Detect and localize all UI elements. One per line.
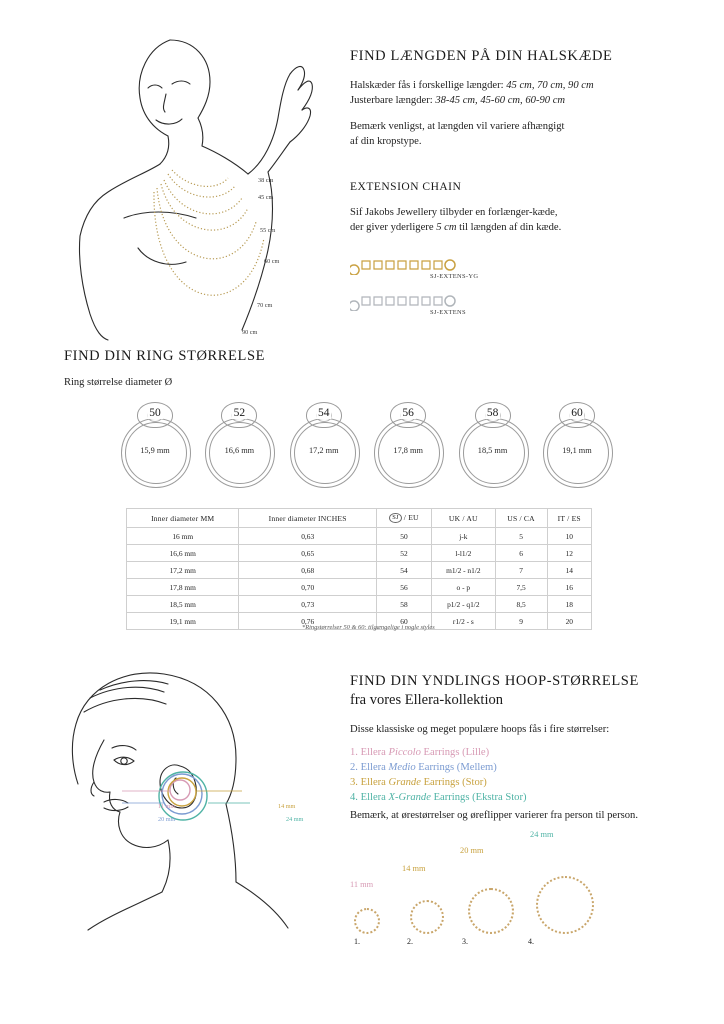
cell-mm: 16 mm bbox=[127, 528, 239, 545]
cell-uk-au: p1/2 - q1/2 bbox=[432, 596, 496, 613]
cell-sj-eu: 54 bbox=[376, 562, 431, 579]
hoop-sample-label-11mm: 11 mm bbox=[350, 880, 374, 889]
sj-logo-icon: SJ bbox=[389, 513, 401, 523]
ring-size-mm: 17,8 mm bbox=[393, 446, 423, 455]
necklace-length-tag: 60 cm bbox=[264, 258, 280, 265]
necklace-lengths-label: Halskæder fås i forskellige længder: bbox=[350, 80, 507, 91]
cell-mm: 19,1 mm bbox=[127, 613, 239, 630]
hoop-heading: FIND DIN YNDLINGS HOOP-STØRRELSE bbox=[350, 673, 639, 689]
necklace-illustration bbox=[52, 22, 332, 342]
face-measure-tag-14mm: 14 mm bbox=[278, 803, 296, 810]
gold-chain-icon bbox=[350, 255, 490, 275]
cell-inches: 0,76 bbox=[239, 613, 376, 630]
ring-size-mm: 16,6 mm bbox=[224, 446, 255, 455]
hoop-item-number: 4. bbox=[350, 792, 361, 803]
cell-it-es: 16 bbox=[547, 579, 591, 596]
col-it-es: IT / ES bbox=[547, 509, 591, 528]
necklace-length-tag: 55 cm bbox=[260, 227, 276, 234]
hoop-item-name: X-Grande bbox=[388, 792, 431, 803]
cell-mm: 18,5 mm bbox=[127, 596, 239, 613]
necklace-adjustable-values: 38-45 cm, 45-60 cm, 60-90 cm bbox=[435, 95, 566, 106]
cell-mm: 17,8 mm bbox=[127, 579, 239, 596]
col-sj-eu-label: / EU bbox=[403, 512, 419, 522]
ring-size-number: 58 bbox=[486, 407, 499, 419]
necklace-note-line1: Bemærk venligst, at længden vil variere afhængigt bbox=[350, 121, 565, 132]
hoop-item-brand: Ellera bbox=[360, 792, 389, 803]
silver-chain-icon bbox=[350, 291, 490, 311]
cell-sj-eu: 60 bbox=[376, 613, 431, 630]
cell-mm: 17,2 mm bbox=[127, 562, 239, 579]
ring-size-mm: 18,5 mm bbox=[477, 446, 508, 455]
cell-us-ca: 6 bbox=[495, 545, 547, 562]
col-inner-diameter-inches: Inner diameter INCHES bbox=[239, 509, 376, 528]
list-item bbox=[350, 775, 700, 790]
hoop-sample-label-24mm: 24 mm bbox=[530, 830, 554, 839]
ring-size-item bbox=[285, 400, 363, 498]
hoop-item-rest: Earrings (Ekstra Stor) bbox=[430, 792, 527, 803]
hoop-sample-index: 1. bbox=[354, 937, 360, 946]
necklace-length-tag: 45 cm bbox=[258, 194, 274, 201]
hoop-item-rest: Earrings (Mellem) bbox=[415, 762, 497, 773]
hoop-item-number: 2. bbox=[350, 762, 361, 773]
list-item bbox=[350, 745, 700, 760]
hoop-sample-index: 2. bbox=[407, 937, 413, 946]
ring-section-heading: FIND DIN RING STØRRELSE bbox=[64, 348, 266, 364]
extension-chain-silver-row bbox=[350, 291, 600, 319]
hoop-sample-20mm bbox=[462, 888, 514, 946]
ring-size-circles bbox=[116, 400, 616, 500]
ring-size-mm: 17,2 mm bbox=[309, 446, 339, 455]
hoop-ring-icon bbox=[468, 888, 514, 934]
hoop-text-block bbox=[350, 673, 700, 823]
hoop-item-number: 1. bbox=[350, 747, 361, 758]
cell-inches: 0,73 bbox=[239, 596, 376, 613]
necklace-length-tag: 70 cm bbox=[257, 302, 273, 309]
hoop-item-rest: Earrings (Lille) bbox=[420, 747, 490, 758]
hoop-size-images bbox=[340, 830, 640, 948]
necklace-note-paragraph bbox=[350, 119, 690, 149]
extension-line2-value: 5 cm bbox=[436, 222, 457, 233]
cell-it-es: 10 bbox=[547, 528, 591, 545]
extension-line2-a: der giver yderligere bbox=[350, 222, 437, 233]
ring-size-item bbox=[454, 400, 532, 498]
col-inner-diameter-mm: Inner diameter MM bbox=[127, 509, 239, 528]
hoop-item-brand: Ellera bbox=[360, 762, 389, 773]
cell-inches: 0,68 bbox=[239, 562, 376, 579]
ring-size-item bbox=[116, 400, 194, 498]
extension-chain-block bbox=[350, 181, 690, 235]
hoop-sample-label-14mm: 14 mm bbox=[402, 864, 426, 873]
hoop-ring-icon bbox=[536, 876, 594, 934]
ring-size-item bbox=[369, 400, 447, 498]
hoop-ring-icon bbox=[354, 908, 380, 934]
table-row bbox=[127, 596, 592, 613]
necklace-lengths-paragraph bbox=[350, 78, 690, 108]
table-row bbox=[127, 562, 592, 579]
table-row bbox=[127, 528, 592, 545]
ring-size-number: 54 bbox=[318, 407, 330, 419]
hoop-sample-index: 4. bbox=[528, 937, 534, 946]
extension-chain-heading: EXTENSION CHAIN bbox=[350, 181, 462, 193]
ring-size-number: 56 bbox=[402, 407, 414, 419]
ring-size-mm: 19,1 mm bbox=[562, 446, 592, 455]
ring-size-item bbox=[538, 400, 616, 498]
hoop-sample-11mm bbox=[354, 908, 380, 946]
ring-size-number: 50 bbox=[149, 407, 161, 419]
extension-chain-sku: SJ-EXTENS-YG bbox=[430, 273, 479, 280]
hoop-item-brand: Ellera bbox=[360, 777, 389, 788]
cell-mm: 16,6 mm bbox=[127, 545, 239, 562]
cell-us-ca: 7,5 bbox=[495, 579, 547, 596]
table-header-row bbox=[127, 509, 592, 528]
necklace-text-block bbox=[350, 48, 690, 160]
cell-us-ca: 8,5 bbox=[495, 596, 547, 613]
ring-size-number: 60 bbox=[571, 407, 583, 419]
cell-us-ca: 9 bbox=[495, 613, 547, 630]
cell-it-es: 14 bbox=[547, 562, 591, 579]
cell-uk-au: m1/2 - n1/2 bbox=[432, 562, 496, 579]
extension-chain-images bbox=[350, 255, 600, 320]
hoop-item-name: Grande bbox=[388, 777, 421, 788]
hoop-item-rest: Earrings (Stor) bbox=[420, 777, 487, 788]
cell-sj-eu: 50 bbox=[376, 528, 431, 545]
ring-size-mm: 15,9 mm bbox=[140, 446, 170, 455]
face-measure-tag-20mm: 20 mm bbox=[158, 816, 176, 823]
ring-size-item bbox=[200, 400, 278, 498]
col-uk-au: UK / AU bbox=[432, 509, 496, 528]
face-measure-tag-24mm: 24 mm bbox=[286, 816, 304, 823]
cell-inches: 0,63 bbox=[239, 528, 376, 545]
cell-uk-au: o - p bbox=[432, 579, 496, 596]
necklace-length-tag: 38 cm bbox=[258, 177, 274, 184]
necklace-heading: FIND LÆNGDEN PÅ DIN HALSKÆDE bbox=[350, 48, 613, 64]
cell-inches: 0,65 bbox=[239, 545, 376, 562]
hoop-sample-24mm bbox=[528, 876, 594, 946]
cell-uk-au: l-l1/2 bbox=[432, 545, 496, 562]
necklace-note-line2: af din kropstype. bbox=[350, 136, 422, 147]
necklace-adjustable-label: Justerbare længder: bbox=[350, 95, 436, 106]
list-item bbox=[350, 790, 700, 805]
col-sj-eu bbox=[376, 509, 431, 528]
cell-sj-eu: 56 bbox=[376, 579, 431, 596]
hoop-intro: Disse klassiske og meget populære hoops fås i fire størrelser: bbox=[350, 724, 610, 735]
hoop-item-name: Piccolo bbox=[388, 747, 421, 758]
ring-size-number: 52 bbox=[233, 407, 246, 419]
cell-it-es: 12 bbox=[547, 545, 591, 562]
ring-size-table bbox=[126, 508, 592, 630]
extension-line1: Sif Jakobs Jewellery tilbyder en forlænger-kæde, bbox=[350, 207, 558, 218]
table-row bbox=[127, 579, 592, 596]
cell-sj-eu: 58 bbox=[376, 596, 431, 613]
face-profile-illustration bbox=[60, 662, 340, 952]
ring-diameter-label: Ring størrelse diameter Ø bbox=[64, 377, 173, 388]
extension-chain-sku: SJ-EXTENS bbox=[430, 309, 466, 316]
necklace-length-tag: 90 cm bbox=[242, 329, 258, 336]
necklace-lengths-values: 45 cm, 70 cm, 90 cm bbox=[506, 80, 594, 91]
face-measure-tag-11mm: 11 mm bbox=[158, 803, 176, 810]
cell-it-es: 20 bbox=[547, 613, 591, 630]
hoop-item-brand: Ellera bbox=[360, 747, 389, 758]
extension-chain-gold-row bbox=[350, 255, 600, 283]
table-row bbox=[127, 545, 592, 562]
list-item bbox=[350, 760, 700, 775]
hoop-item-number: 3. bbox=[350, 777, 361, 788]
hoop-size-list bbox=[350, 745, 700, 805]
cell-uk-au: j-k bbox=[432, 528, 496, 545]
cell-inches: 0,70 bbox=[239, 579, 376, 596]
extension-chain-paragraph bbox=[350, 205, 690, 235]
hoop-ring-icon bbox=[410, 900, 444, 934]
cell-sj-eu: 52 bbox=[376, 545, 431, 562]
cell-us-ca: 7 bbox=[495, 562, 547, 579]
cell-it-es: 18 bbox=[547, 596, 591, 613]
hoop-sample-label-20mm: 20 mm bbox=[460, 846, 484, 855]
hoop-item-name: Medio bbox=[388, 762, 416, 773]
hoop-subheading: fra vores Ellera-kollektion bbox=[350, 692, 503, 708]
hoop-note: Bemærk, at ørestørrelser og øreflipper varierer fra person til person. bbox=[350, 810, 638, 821]
cell-uk-au: r1/2 - s bbox=[432, 613, 496, 630]
col-us-ca: US / CA bbox=[495, 509, 547, 528]
cell-us-ca: 5 bbox=[495, 528, 547, 545]
extension-line2-c: til længden af din kæde. bbox=[456, 222, 562, 233]
hoop-sample-index: 3. bbox=[462, 937, 468, 946]
hoop-sample-14mm bbox=[407, 900, 444, 946]
ring-table-note: *Ringstørrelser 50 & 60: tilgængelige i nogle styles bbox=[302, 624, 435, 631]
